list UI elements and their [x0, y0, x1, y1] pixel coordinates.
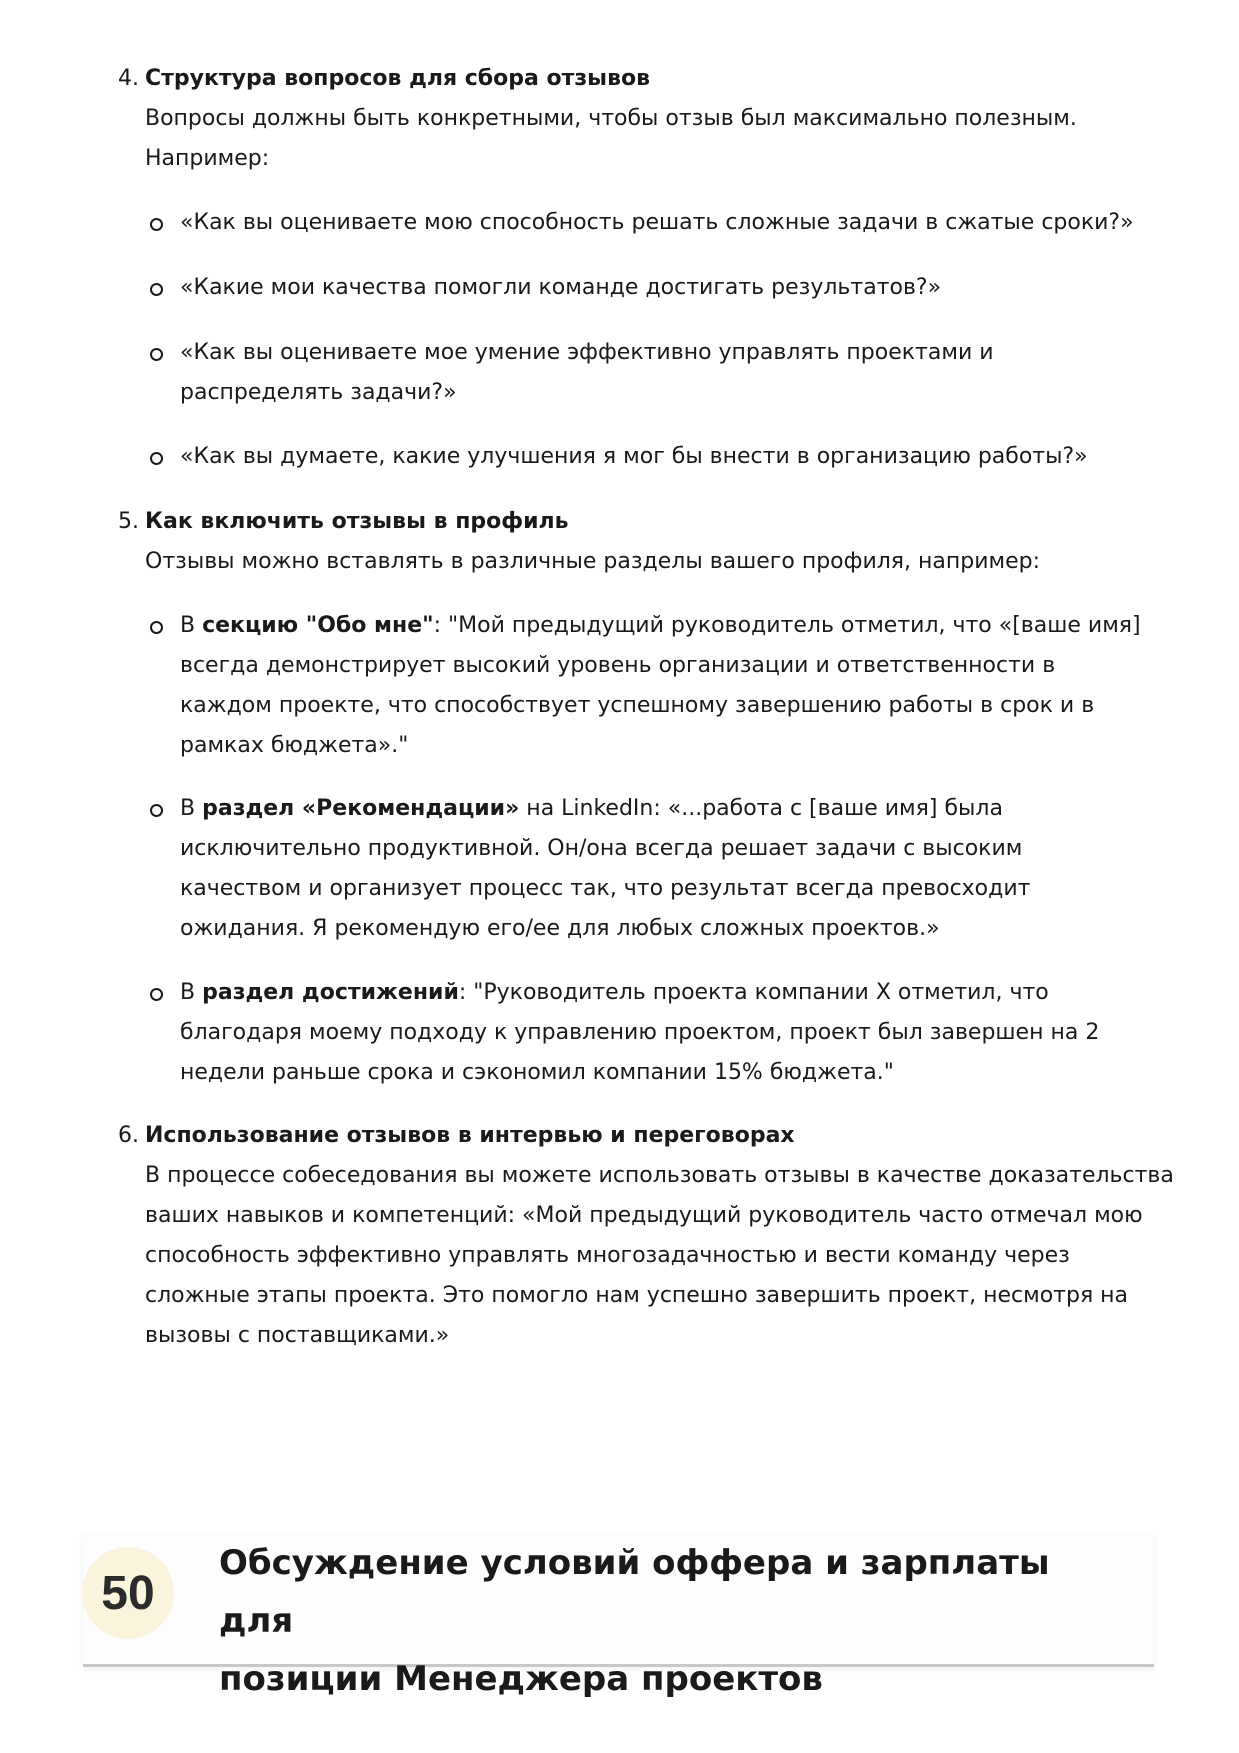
list-number: 4. [118, 66, 139, 91]
bullet-text: каждом проекте, что способствует успешному завершению работы в срок и в [180, 693, 1095, 718]
bullet-item [180, 333, 1180, 413]
bullet-text: недели раньше срока и сэкономил компании 15% бюджета." [180, 1060, 894, 1085]
item-intro-line: Вопросы должны быть конкретными, чтобы отзыв был максимально полезным. [145, 106, 1077, 131]
circle-bullet-icon [150, 988, 163, 1001]
bullet-item [180, 268, 1180, 308]
item-intro-line: В процессе собеседования вы можете использовать отзывы в качестве доказательства [145, 1163, 1174, 1188]
bullet-text: благодаря моему подходу к управлению проектом, проект был завершен на 2 [180, 1020, 1100, 1045]
bullet-item [180, 789, 1180, 949]
bullet-first-line: В секцию "Обо мне": "Мой предыдущий руководитель отметил, что «[ваше имя] [180, 613, 1141, 638]
bullet-item [180, 606, 1180, 766]
item-intro-line: Отзывы можно вставлять в различные разделы вашего профиля, например: [145, 549, 1041, 574]
circle-bullet-icon [150, 452, 163, 465]
bullet-first-line: В раздел достижений: "Руководитель проекта компании X отметил, что [180, 980, 1049, 1005]
item-title: Структура вопросов для сбора отзывов [145, 66, 651, 91]
item-intro-line: сложные этапы проекта. Это помогло нам успешно завершить проект, несмотря на [145, 1283, 1129, 1308]
list-number: 5. [118, 509, 139, 534]
bullet-text: всегда демонстрирует высокий уровень организации и ответственности в [180, 653, 1056, 678]
circle-bullet-icon [150, 348, 163, 361]
bullet-first-line: В раздел «Рекомендации» на LinkedIn: «...работа с [ваше имя] была [180, 796, 1003, 821]
item-intro-line: способность эффективно управлять многозадачностью и вести команду через [145, 1243, 1070, 1268]
item-title: Как включить отзывы в профиль [145, 509, 569, 534]
circle-bullet-icon [150, 218, 163, 231]
bullet-text: ожидания. Я рекомендую его/ее для любых сложных проектов.» [180, 916, 940, 941]
list-number: 6. [118, 1123, 139, 1148]
item-intro-line: вызовы с поставщиками.» [145, 1323, 450, 1348]
bullet-text: «Как вы оцениваете мою способность решать сложные задачи в сжатые сроки?» [180, 210, 1134, 235]
bullet-text: «Как вы оцениваете мое умение эффективно управлять проектами и [180, 340, 994, 365]
item-intro-line: Например: [145, 146, 270, 171]
bullet-item [180, 973, 1180, 1093]
section-number-badge: 50 [82, 1547, 174, 1639]
bullet-text: «Какие мои качества помогли команде достигать результатов?» [180, 275, 942, 300]
bullet-text: исключительно продуктивной. Он/она всегда решает задачи с высоким [180, 836, 1023, 861]
bullet-text: качеством и организует процесс так, что результат всегда превосходит [180, 876, 1031, 901]
item-intro-line: ваших навыков и компетенций: «Мой предыдущий руководитель часто отмечал мою [145, 1203, 1143, 1228]
item-title: Использование отзывов в интервью и переговорах [145, 1123, 795, 1148]
bullet-text: рамках бюджета»." [180, 733, 409, 758]
bullet-item [180, 437, 1180, 477]
bullet-item [180, 203, 1180, 243]
circle-bullet-icon [150, 621, 163, 634]
section-title: Обсуждение условий оффера и зарплаты для позиции Менеджера проектов [219, 1543, 1050, 1699]
bullet-text: распределять задачи?» [180, 380, 457, 405]
circle-bullet-icon [150, 804, 163, 817]
bullet-text: «Как вы думаете, какие улучшения я мог бы внести в организацию работы?» [180, 444, 1088, 469]
circle-bullet-icon [150, 283, 163, 296]
